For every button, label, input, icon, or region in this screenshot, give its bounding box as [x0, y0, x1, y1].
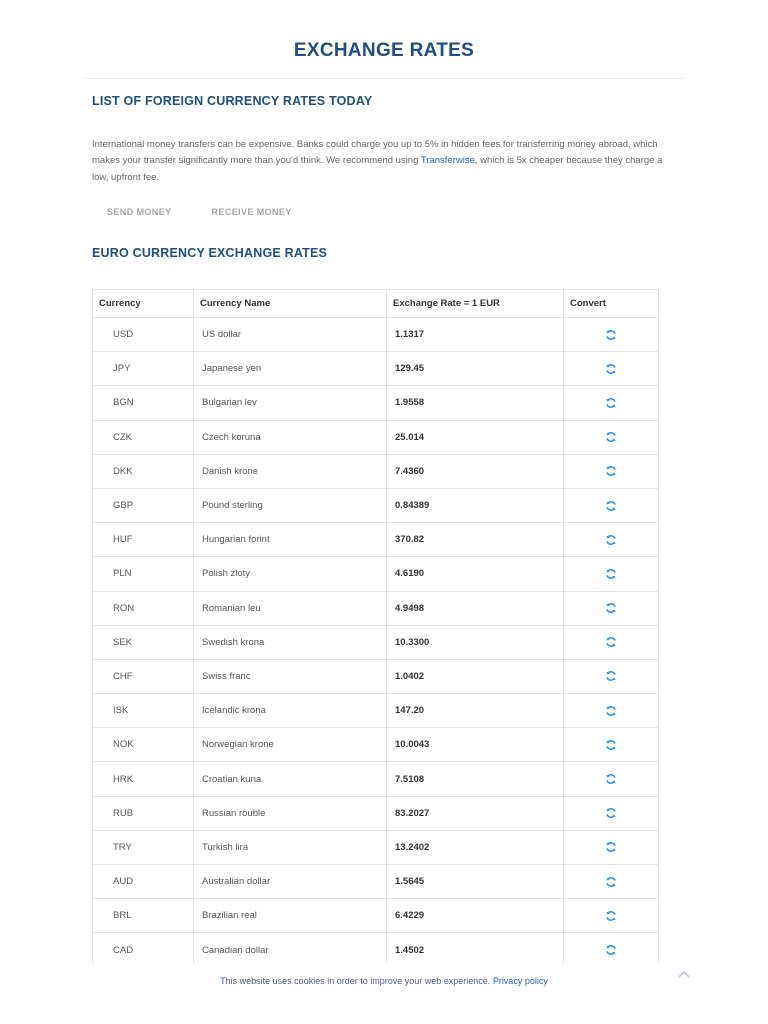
- table-row: [93, 523, 659, 557]
- table-row: [93, 454, 659, 488]
- currency-name: US dollar: [194, 318, 387, 352]
- exchange-rate-value: 10.0043: [387, 728, 564, 762]
- currency-code: AUD: [93, 865, 194, 899]
- table-row: [93, 830, 659, 864]
- table-header-row: [93, 290, 659, 318]
- convert-cell: [564, 386, 659, 420]
- currency-name: Pound sterling: [194, 488, 387, 522]
- currency-code: JPY: [93, 352, 194, 386]
- table-row: [93, 796, 659, 830]
- convert-cell: [564, 352, 659, 386]
- transferwise-link[interactable]: Transferwise: [420, 155, 475, 167]
- column-header-convert: Convert: [564, 290, 659, 318]
- convert-cell: [564, 591, 659, 625]
- privacy-policy-link[interactable]: Privacy policy: [492, 976, 548, 986]
- exchange-rate-value: 4.9498: [387, 591, 564, 625]
- refresh-icon[interactable]: [605, 602, 617, 614]
- column-header-currency-name: Currency Name: [194, 290, 387, 318]
- currency-code: CHF: [93, 659, 194, 693]
- table-row: [93, 625, 659, 659]
- exchange-rate-value: 25.014: [387, 420, 564, 454]
- convert-cell: [564, 420, 659, 454]
- currency-code: BRL: [93, 899, 194, 933]
- currency-code: CZK: [93, 420, 194, 454]
- refresh-icon[interactable]: [605, 670, 617, 682]
- currency-code: CAD: [93, 933, 194, 967]
- currency-code: ISK: [93, 694, 194, 728]
- currency-name: Bulgarian lev: [194, 386, 387, 420]
- refresh-icon[interactable]: [605, 773, 617, 785]
- exchange-rate-value: 1.5645: [387, 865, 564, 899]
- intro-paragraph: [92, 137, 664, 186]
- chevron-up-icon[interactable]: [676, 967, 692, 981]
- convert-cell: [564, 899, 659, 933]
- refresh-icon[interactable]: [605, 534, 617, 546]
- convert-cell: [564, 865, 659, 899]
- refresh-icon[interactable]: [605, 636, 617, 648]
- refresh-icon[interactable]: [605, 329, 617, 341]
- currency-name: Danish krone: [194, 454, 387, 488]
- currency-name: Canadian dollar: [194, 933, 387, 967]
- currency-code: GBP: [93, 488, 194, 522]
- convert-cell: [564, 523, 659, 557]
- convert-cell: [564, 728, 659, 762]
- currency-name: Hungarian forint: [194, 523, 387, 557]
- currency-name: Turkish lira: [194, 830, 387, 864]
- convert-cell: [564, 318, 659, 352]
- table-row: [93, 762, 659, 796]
- currency-name: Croatian kuna: [194, 762, 387, 796]
- exchange-rate-value: 4.6190: [387, 557, 564, 591]
- convert-cell: [564, 625, 659, 659]
- currency-code: SEK: [93, 625, 194, 659]
- exchange-rates-table: [92, 289, 659, 967]
- convert-cell: [564, 659, 659, 693]
- refresh-icon[interactable]: [605, 841, 617, 853]
- intro-text-after: , which is 5x cheaper because they charge a low, upfront fee.: [92, 155, 663, 183]
- convert-cell: [564, 488, 659, 522]
- section-heading-euro-rates: EURO CURRENCY EXCHANGE RATES: [92, 246, 328, 260]
- currency-code: PLN: [93, 557, 194, 591]
- rates-table-body: [93, 318, 659, 968]
- refresh-icon[interactable]: [605, 876, 617, 888]
- convert-cell: [564, 830, 659, 864]
- convert-cell: [564, 557, 659, 591]
- currency-code: BGN: [93, 386, 194, 420]
- refresh-icon[interactable]: [605, 397, 617, 409]
- refresh-icon[interactable]: [605, 807, 617, 819]
- exchange-rate-value: 1.1317: [387, 318, 564, 352]
- currency-code: NOK: [93, 728, 194, 762]
- column-header-exchange-rate: Exchange Rate = 1 EUR: [387, 290, 564, 318]
- money-tabs: [107, 207, 292, 217]
- refresh-icon[interactable]: [605, 739, 617, 751]
- table-row: [93, 386, 659, 420]
- convert-cell: [564, 933, 659, 967]
- table-row: [93, 420, 659, 454]
- intro-text-before: International money transfers can be expensive. Banks could charge you up to 5% in hidden fees for transferring money abroad, which makes your transfer significantly more than you'd think. We recommend using: [92, 139, 658, 167]
- currency-name: Japanese yen: [194, 352, 387, 386]
- refresh-icon[interactable]: [605, 910, 617, 922]
- currency-name: Romanian leu: [194, 591, 387, 625]
- convert-cell: [564, 694, 659, 728]
- table-row: [93, 591, 659, 625]
- exchange-rate-value: 1.4502: [387, 933, 564, 967]
- currency-name: Russian rouble: [194, 796, 387, 830]
- tab-send-money[interactable]: SEND MONEY: [107, 207, 172, 217]
- exchange-rate-value: 370.82: [387, 523, 564, 557]
- currency-name: Swedish krona: [194, 625, 387, 659]
- refresh-icon[interactable]: [605, 705, 617, 717]
- table-row: [93, 899, 659, 933]
- convert-cell: [564, 762, 659, 796]
- exchange-rate-value: 147.20: [387, 694, 564, 728]
- exchange-rate-value: 7.4360: [387, 454, 564, 488]
- currency-name: Icelandic krona: [194, 694, 387, 728]
- exchange-rate-value: 10.3300: [387, 625, 564, 659]
- exchange-rate-value: 6.4229: [387, 899, 564, 933]
- exchange-rate-value: 129.45: [387, 352, 564, 386]
- exchange-rate-value: 7.5108: [387, 762, 564, 796]
- table-row: [93, 659, 659, 693]
- exchange-rate-value: 0.84389: [387, 488, 564, 522]
- table-row: [93, 557, 659, 591]
- page-title: EXCHANGE RATES: [293, 40, 475, 61]
- convert-cell: [564, 454, 659, 488]
- table-row: [93, 933, 659, 967]
- currency-name: Swiss franc: [194, 659, 387, 693]
- currency-code: USD: [93, 318, 194, 352]
- currency-name: Brazilian real: [194, 899, 387, 933]
- refresh-icon[interactable]: [605, 568, 617, 580]
- table-row: [93, 694, 659, 728]
- exchange-rate-value: 13.2402: [387, 830, 564, 864]
- exchange-rate-value: 1.9558: [387, 386, 564, 420]
- currency-name: Polish zloty: [194, 557, 387, 591]
- table-row: [93, 728, 659, 762]
- refresh-icon[interactable]: [605, 431, 617, 443]
- table-row: [93, 352, 659, 386]
- currency-code: DKK: [93, 454, 194, 488]
- currency-code: HRK: [93, 762, 194, 796]
- cookie-bar: [0, 964, 768, 1024]
- currency-code: TRY: [93, 830, 194, 864]
- exchange-rate-value: 1.0402: [387, 659, 564, 693]
- tab-receive-money[interactable]: RECEIVE MONEY: [211, 207, 292, 217]
- convert-cell: [564, 796, 659, 830]
- currency-name: Norwegian krone: [194, 728, 387, 762]
- refresh-icon[interactable]: [605, 944, 617, 956]
- title-divider: [84, 78, 686, 79]
- column-header-currency: Currency: [93, 290, 194, 318]
- currency-code: RON: [93, 591, 194, 625]
- table-row: [93, 488, 659, 522]
- table-row: [93, 318, 659, 352]
- table-row: [93, 865, 659, 899]
- section-heading-currency-list: LIST OF FOREIGN CURRENCY RATES TODAY: [92, 94, 373, 108]
- refresh-icon[interactable]: [605, 500, 617, 512]
- refresh-icon[interactable]: [605, 465, 617, 477]
- exchange-rate-value: 83.2027: [387, 796, 564, 830]
- currency-code: HUF: [93, 523, 194, 557]
- cookie-notice: [0, 976, 768, 986]
- cookie-notice-text: This website uses cookies in order to improve your web experience.: [220, 976, 491, 986]
- currency-code: RUB: [93, 796, 194, 830]
- currency-name: Czech koruna: [194, 420, 387, 454]
- refresh-icon[interactable]: [605, 363, 617, 375]
- currency-name: Australian dollar: [194, 865, 387, 899]
